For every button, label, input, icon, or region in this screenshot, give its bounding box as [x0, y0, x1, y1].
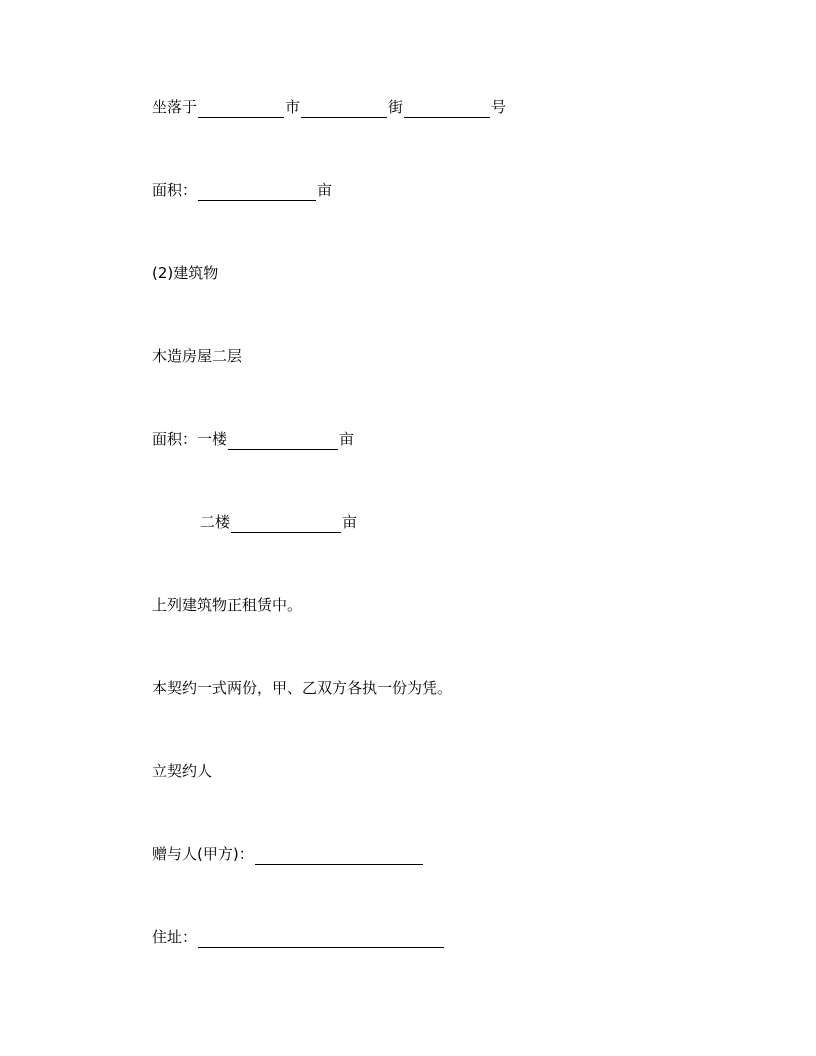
- land-area-blank[interactable]: [198, 183, 316, 201]
- location-prefix: 坐落于: [152, 98, 198, 116]
- floor1-area-unit: 亩: [339, 430, 355, 448]
- floor2-label: 二楼: [200, 513, 231, 531]
- lease-note-text: 上列建筑物正租赁中。: [152, 596, 303, 614]
- address-label: 住址：: [152, 928, 198, 946]
- street-blank[interactable]: [301, 100, 387, 118]
- floor1-area-blank[interactable]: [228, 432, 338, 450]
- building-desc-text: 木造房屋二层: [152, 347, 243, 365]
- lease-note-line: [152, 594, 302, 616]
- address-line: [152, 926, 445, 948]
- land-area-unit: 亩: [317, 181, 333, 199]
- floor2-area-blank[interactable]: [231, 515, 341, 533]
- location-line: [152, 96, 506, 118]
- floor1-area-line: [152, 428, 354, 450]
- donor-line: [152, 843, 424, 865]
- floor-area-label: 面积：: [152, 430, 198, 448]
- street-unit: 街: [388, 98, 404, 116]
- building-heading-text: (2)建筑物: [152, 264, 219, 282]
- city-unit: 市: [285, 98, 301, 116]
- land-area-line: [152, 179, 332, 201]
- building-desc-line: [152, 345, 242, 367]
- city-blank[interactable]: [198, 100, 284, 118]
- address-blank[interactable]: [198, 930, 444, 948]
- land-area-label: 面积：: [152, 181, 198, 199]
- floor2-area-unit: 亩: [342, 513, 358, 531]
- copies-note-text: 本契约一式两份，甲、乙双方各执一份为凭。: [152, 679, 453, 697]
- donor-label: 赠与人(甲方)：: [152, 845, 254, 863]
- number-unit: 号: [491, 98, 507, 116]
- building-heading: [152, 262, 218, 284]
- copies-note-line: [152, 677, 452, 699]
- signers-heading-text: 立契约人: [152, 762, 213, 780]
- signers-heading: [152, 760, 212, 782]
- donor-blank[interactable]: [255, 847, 423, 865]
- floor2-area-line: [152, 511, 357, 533]
- floor1-label: 一楼: [197, 430, 228, 448]
- number-blank[interactable]: [404, 100, 490, 118]
